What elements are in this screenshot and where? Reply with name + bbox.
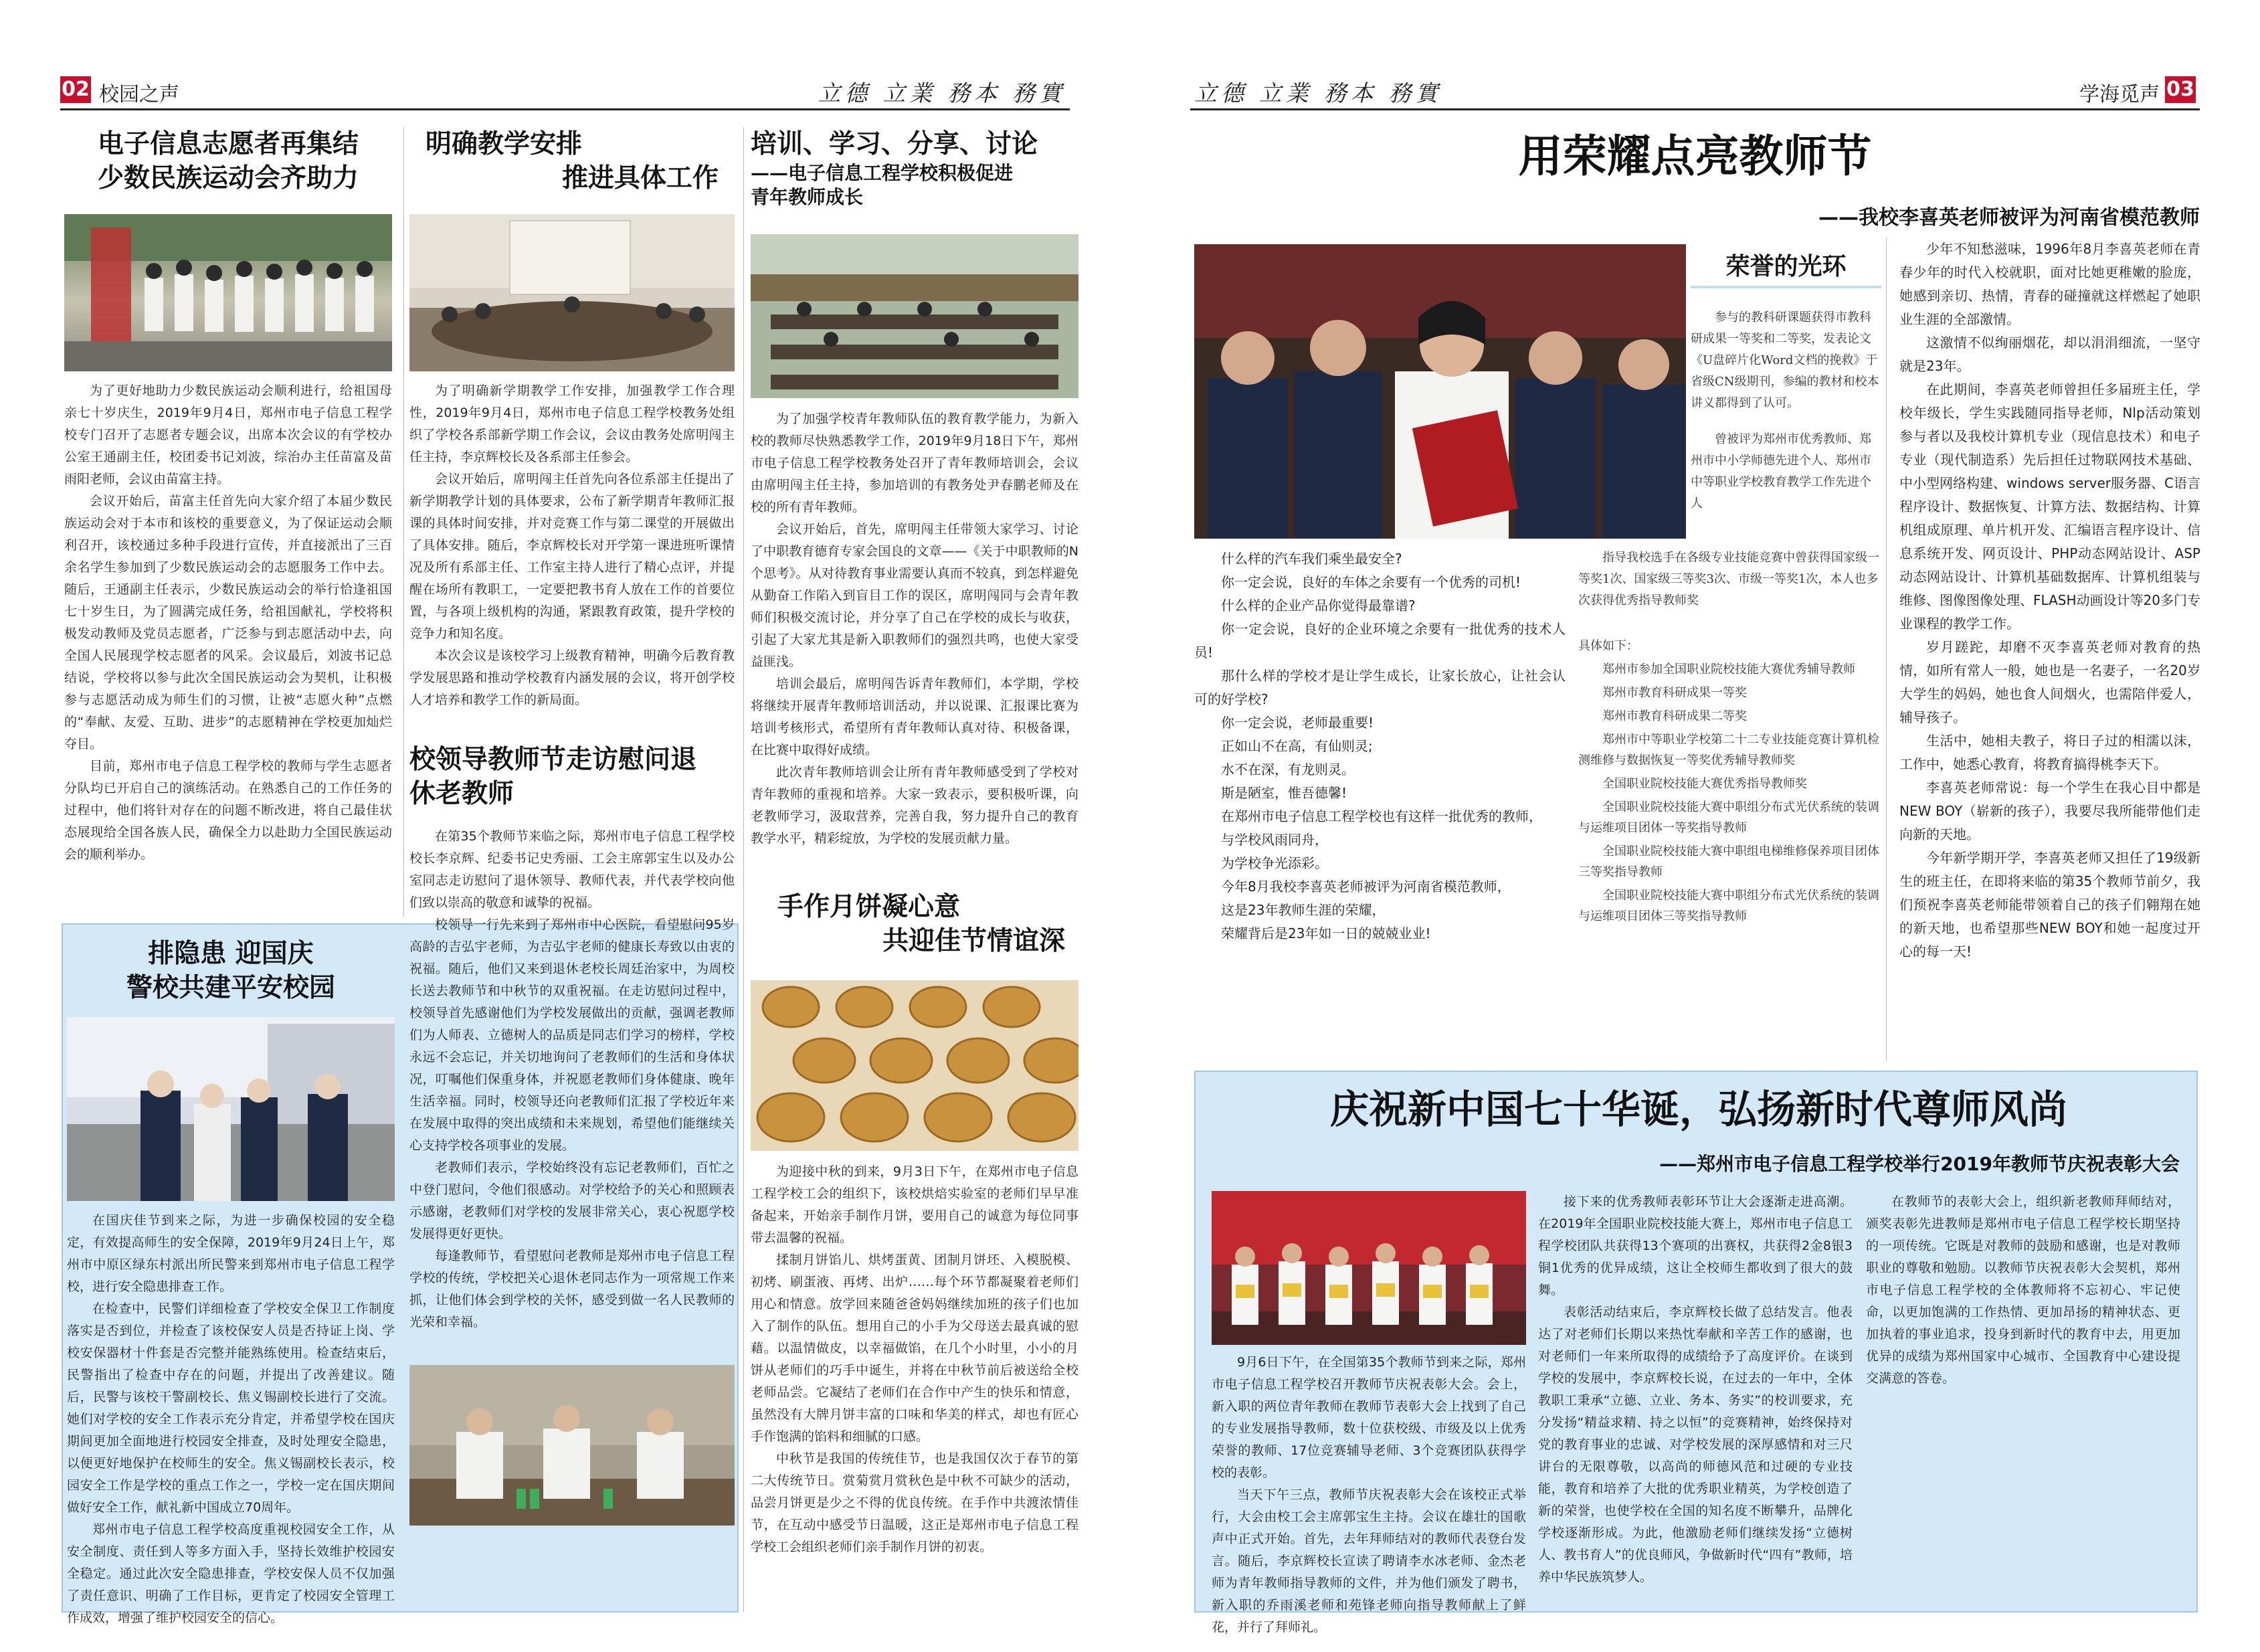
left-page-header	[0, 74, 1130, 106]
article-safety	[67, 937, 395, 1625]
subheadline-line: ——电子信息工程学校积极促进	[751, 162, 1014, 185]
safety-photo-graphic	[67, 1017, 395, 1201]
honor-sidebar	[1691, 248, 1881, 515]
award-list-item: 郑州市参加全国职业院校技能大赛优秀辅导教师	[1602, 662, 1855, 676]
article-body	[64, 380, 392, 866]
meeting-photo-graphic	[409, 214, 735, 371]
celebration-col2	[1538, 1191, 1853, 1588]
paragraph: 当天下午三点，教师节庆祝表彰大会在该校正式举行，大会由校工会主席郭宝生主持。会议在雄壮的国歌声中正式开始。首先，去年拜师结对的教师代表登台发言。随后，李京辉校长宣读了聘请李水冰老师、金杰老师为青年教师指导教师的文件，并为他们颁发了聘书，新入职的乔雨溪老师和苑锋老师向指导教师献上了鲜花，并行了拜师礼。	[1212, 1487, 1526, 1635]
headline: 培训、学习、分享、讨论	[751, 128, 1038, 159]
paragraph: 这激情不似绚丽烟花，却以涓涓细流，一坚守就是23年。	[1899, 335, 2200, 374]
paragraph: 在第35个教师节来临之际，郑州市电子信息工程学校校长李京辉、纪委书记史秀丽、工会主席郭宝生以及办公室同志走访慰问了退休领导、教师代表，并代表学校向他们致以崇高的敬意和诚挚的祝福。	[409, 829, 735, 910]
poem-line: 荣耀背后是23年如一日的兢兢业业!	[1221, 925, 1431, 941]
volunteer-photo	[64, 214, 392, 371]
paragraph: 为了更好地助力少数民族运动会顺利进行，给祖国母亲七十岁庆生，2019年9月4日，郑州市电子信息工程学校专门召开了志愿者专题会议，出席本次会议的有学校办公室王通副主任，校团委书记刘波，综治办主任苗富及苗雨阳老师，会议由苗富主持。	[64, 383, 392, 486]
paragraph: 少年不知愁滋味，1996年8月李喜英老师在青春少年的时代入校就职，面对比她更稚嫩的脸庞，她感到亲切、热情，青春的碰撞就这样燃起了她职业生涯的全部激情。	[1899, 241, 2200, 327]
headline-line: 休老教师	[409, 778, 514, 810]
article-body	[1899, 238, 2200, 963]
award-list-item: 全国职业院校技能大赛中职组分布式光伏系统的装调与运维项目团体三等奖指导教师	[1578, 889, 1879, 923]
safety-photo	[67, 1017, 395, 1201]
main-subheadline: ——我校李喜英老师被评为河南省模范教师	[1818, 206, 2200, 230]
award-list-intro: 具体如下：	[1578, 639, 1638, 653]
header-rule	[60, 108, 1070, 110]
section-title: 校园之声	[99, 83, 179, 106]
column-rule	[1886, 238, 1887, 1061]
poem-line: 什么样的汽车我们乘坐最安全?	[1221, 551, 1402, 567]
award-list-item: 郑州市教育科研成果二等奖	[1602, 709, 1747, 723]
paragraph: 中秋节是我国的传统佳节，也是我国仅次于春节的第二大传统节日。赏菊赏月赏秋色是中秋不可缺少的活动，品尝月饼更是少之不得的优良传统。在手作中共渡浓情佳节，在互动中感受节日温暖，这正是郑州市电子信息工程学校工会组织老师们亲手制作月饼的初衷。	[751, 1451, 1078, 1554]
paragraph: 接下来的优秀教师表彰环节让大会逐渐走进高潮。在2019年全国职业院校技能大赛上，郑州市电子信息工程学校团队共获得13个赛项的出赛权，共获得2金8银3铜1优秀的优异成绩，这让全校师生都收到了很大的鼓舞。	[1538, 1194, 1853, 1297]
poem-line: 你一定会说，良好的企业环境之余要有一批优秀的技术人员!	[1194, 621, 1566, 660]
headline-line: 电子信息志愿者再集结	[97, 128, 359, 159]
article-mooncake	[751, 890, 1078, 1554]
award-list-item: 郑州市教育科研成果一等奖	[1602, 686, 1747, 700]
paragraph: 岁月蹉跎，却磨不灭李喜英老师对教育的热情，如所有常人一般，她也是一名妻子，一名20岁大学生的妈妈，她也食人间烟火，也需陪伴爱人，辅导孩子。	[1899, 639, 2200, 725]
paragraph: 李喜英老师常说：每一个学生在我心目中都是NEW BOY（崭新的孩子），我要尽我所能带他们走向新的天地。	[1899, 779, 2200, 842]
poem-line: 那什么样的学校才是让学生成长，让家长放心，让社会认可的好学校?	[1194, 668, 1566, 707]
paragraph: 9月6日下午，在全国第35个教师节到来之际，郑州市电子信息工程学校召开教师节庆祝表彰大会。会上，新入职的两位青年教师在教师节表彰大会上找到了自己的专业发展指导教师，数十位获校级、市级及以上优秀荣誉的教师、17位竞赛辅导老师、3个竞赛团队获得学校的表彰。	[1212, 1355, 1526, 1480]
paragraph: 会议开始后，首先，席明闯主任带领大家学习、讨论了中职教育德育专家会国良的文章——《关于中职教师的N个思考》。从对待教育事业需要认真而不较真，到怎样避免从勤奋工作陷入到盲目工作的误区，席明闯同与会青年教师们积极交流讨论，并分享了自己在学校的成长与收获，引起了大家尤其是新入职教师们的强烈共鸣，也使大家受益匪浅。	[751, 522, 1078, 669]
paragraph: 揉制月饼馅儿、烘烤蛋黄、团制月饼坯、入模脱模、初烤、刷蛋液、再烤、出炉……每个环节都凝聚着老师们用心和情意。放学回来随爸爸妈妈继续加班的孩子们也加入了制作的队伍。想用自己的小手为父母送去最真诚的慰藉。以温情做皮，以幸福做馅，在几个小时里，小小的月饼从老师们的巧手中诞生，并将在中秋节前后被送给全校老师品尝。它凝结了老师们在合作中产生的快乐和情意，虽然没有大牌月饼丰富的口味和华美的样式，却也有匠心手作饱满的馅料和细腻的口感。	[751, 1253, 1078, 1444]
poem-line: 你一定会说，良好的车体之余要有一个优秀的司机!	[1221, 574, 1521, 590]
headline-line: 共迎佳节情谊深	[882, 925, 1065, 957]
right-page	[1130, 0, 2260, 1652]
poem-line: 与学校风雨同舟，	[1221, 832, 1328, 848]
training-photo	[751, 234, 1078, 398]
headline	[409, 127, 735, 196]
headline	[409, 743, 735, 812]
poem-line: 正如山不在高，有仙则灵;	[1221, 738, 1373, 754]
ceremony-photo	[1212, 1191, 1526, 1345]
poem-line: 什么样的企业产品你觉得最靠谱?	[1221, 598, 1416, 614]
paragraph: 在国庆佳节到来之际，为进一步确保校园的安全稳定，有效提高师生的安全保障，2019年9月24日上午，郑州市中原区绿东村派出所民警来到郑州市电子信息工程学校，进行安全隐患排查工作。	[67, 1213, 395, 1294]
volunteer-photo-graphic	[64, 214, 392, 371]
honor-paragraph: 参与的教科研课题获得市教科研成果一等奖和二等奖，发表论文《U盘碎片化Word文档的挽救》于省级CN级期刊，参编的教材和校本讲义都得到了认可。	[1691, 310, 1879, 410]
paragraph: 表彰活动结束后，李京辉校长做了总结发言。他表达了对老师们长期以来热忱奉献和辛苦工作的感谢，也对老师们一年来所取得的成绩给予了高度评价。在谈到学校的发展中，李京辉校长说，在过去的一年中，全体教职工秉承“立德、立业、务本、务实”的校训要求，充分发扬“精益求精、持之以恒”的竞赛精神，始终保持对党的教育事业的忠诚、对学校发展的深厚感情和对三尺讲台的无限尊敬，以高尚的师德风范和过硬的专业技能，教育和培养了大批的优秀职业精英，为学校创造了新的荣誉，也使学校在全国的知名度不断攀升，品牌化学校逐渐形成。为此，他激励老师们继续发扬“立德树人、教书育人”的优良师风，争做新时代“四有”教师，培养中华民族筑梦人。	[1538, 1305, 1853, 1584]
article-volunteer	[64, 127, 392, 862]
column-rule	[743, 127, 744, 1613]
subheadline-line: 青年教师成长	[751, 186, 864, 209]
mooncake-photo	[751, 980, 1078, 1151]
paragraph: 会议开始后，席明闯主任首先向各位系部主任提出了新学期教学计划的具体要求，公布了新学期青年教师汇报课的具体时间安排，并对竞赛工作与第二课堂的开展做出了具体安排。随后，李京辉校长对开学第一课进班听课情况及所有系部主任、工作室主持人进行了精心点评，并提醒在场所有教职工，一定要把教书育人放在工作的首要位置，与各项上级机构的沟通，紧跟教育政策，提升学校的竞争力和知名度。	[409, 472, 735, 641]
subheadline	[751, 161, 1078, 209]
visit-photo	[409, 1365, 735, 1526]
paragraph: 目前，郑州市电子信息工程学校的教师与学生志愿者分队均已开启自己的演练活动。在熟悉自己的工作任务的过程中，他们将针对存在的问题不断改进，将自己最佳状态展现给全国各族人民，确保全力以赴助力全国民族运动会的顺利举办。	[64, 759, 392, 862]
article-teaching	[409, 127, 735, 707]
honor-paragraph: 指导我校选手在各级专业技能竞赛中曾获得国家级一等奖1次、国家级三等奖3次、市级一等奖1次，本人也多次获得优秀指导教师奖	[1578, 551, 1879, 608]
paragraph: 校领导一行先来到了郑州市中心医院，看望慰问95岁高龄的吉弘宇老师，为吉弘宇老师的健康长寿致以由衷的祝福。随后，他们又来到退休老校长周廷治家中，为周校长送去教师节和中秋节的双重祝福。在走访慰问过程中，校领导首先感谢他们为学校发展做出的贡献，强调老教师们为人师表、立德树人的品质是同志们学习的榜样，学校永远不会忘记，并关切地询问了老教师们的生活和身体状况，叮嘱他们保重身体，并祝愿老教师们身体健康、晚年生活幸福。同时，校领导还向老教师们汇报了学校近年来在发展中取得的突出成绩和未来规划，希望他们能继续关心支持学校各项事业的发展。	[409, 917, 735, 1153]
award-photo-graphic	[1194, 244, 1686, 539]
paragraph: 本次会议是该校学习上级教育精神，明确今后教育教学发展思路和推动学校教育内涵发展的会议，将开创学校人才培养和教学工作的新局面。	[409, 648, 735, 707]
main-headline: 用荣耀点亮教师节	[1518, 130, 1872, 182]
poem-intro	[1194, 547, 1566, 945]
headline-line: 警校共建平安校园	[126, 972, 335, 1004]
training-photo-graphic	[751, 234, 1078, 398]
celebration-col3	[1866, 1191, 2180, 1390]
visit-photo-graphic	[409, 1365, 735, 1526]
poem-line: 斯是陋室，惟吾德馨!	[1221, 785, 1347, 801]
paragraph: 会议开始后，苗富主任首先向大家介绍了本届少数民族运动会对于本市和该校的重要意义，为了保证运动会顺利召开，该校通过多种手段进行宣传，并直接派出了三百余名学生参加到了少数民族运动会的志愿服务工作中去。随后，王通副主任表示，少数民族运动会的举行恰逢祖国七十岁生日，为了圆满完成任务，给祖国献礼，学校将积极发动教师及党员志愿者，广泛参与到志愿活动中去，向全国人民展现学校志愿者的风采。会议最后，刘波书记总结说，学校将以参与此次全国民族运动会为契机，让积极参与志愿活动成为师生们的习惯，让被“志愿火种”点燃的“奉献、友爱、互助、进步”的志愿精神在学校更加灿烂夺目。	[64, 494, 392, 751]
paragraph: 在检查中，民警们详细检查了学校安全保卫工作制度落实是否到位，并检查了该校保安人员是否持证上岗、学校安保器材十件套是否完整并能熟练使用。检查结束后，民警指出了检查中存在的问题，并提出了改善建议。随后，民警与该校干警副校长、焦义锡副校长进行了交流。她们对学校的安全工作表示充分肯定，并希望学校在国庆期间更加全面地进行校园安全排查，及时处理安全隐患，以便更好地保护在校师生的安全。焦义锡副校长表示，校园安全工作是学校的重点工作之一，学校一定在国庆期间做好安全工作，献礼新中国成立70周年。	[67, 1301, 395, 1515]
column-rule	[403, 127, 404, 917]
headline	[67, 937, 395, 1006]
award-list-item: 郑州市中等职业学校第二十二专业技能竞赛计算机检测维修与数据恢复一等奖优秀辅导教师奖	[1578, 733, 1879, 767]
award-list-item: 全国职业院校技能大赛中职组电梯维修保养项目团体三等奖指导教师	[1578, 844, 1879, 879]
paragraph: 此次青年教师培训会让所有青年教师感受到了学校对青年教师的重视和培养。大家一致表示，要积极听课，向老教师学习，汲取营养，完善自我，努力提升自己的教育教学水平，精彩绽放，为学校的发展贡献力量。	[751, 765, 1078, 846]
honor-details	[1578, 547, 1879, 929]
celebration-col1	[1212, 1352, 1526, 1639]
paragraph: 培训会最后，席明闯告诉青年教师们，本学期，学校将继续开展青年教师培训活动，并以说课、汇报课比赛为培训考核形式，希望所有青年教师认真对待、积极备课，在比赛中取得好成绩。	[751, 676, 1078, 757]
article-body	[409, 826, 735, 1334]
poem-line: 今年8月我校李喜英老师被评为河南省模范教师，	[1221, 879, 1511, 895]
paragraph: 生活中，她相夫教子，将日子过的相濡以沫，工作中，她悉心教育，将教育搞得桃李天下。	[1899, 733, 2200, 772]
poem-lines	[1194, 547, 1566, 945]
paragraph: 为了加强学校青年教师队伍的教育教学能力，为新入校的教师尽快熟悉教学工作，2019年9月18日下午，郑州市电子信息工程学校教务处召开了青年教师培训会，会议由席明闯主任主持，参加培训的有教务处尹春鹏老师及在校的所有青年教师。	[751, 411, 1078, 515]
paragraph: 在此期间，李喜英老师曾担任多届班主任，学校年级长，学生实践随同指导老师，Nlp活动策划参与者以及我校计算机专业（现信息技术）和电子专业（现代制造系）先后担任过物联网技术基础、中小型网络构建、windows server服务器、C语言程序设计、数据恢复、计算方法、数据结构、计算机组成原理、单片机开发、汇编语言程序设计、信息系统开发、网页设计、PHP动态网站设计、ASP动态网站设计、计算机基础数据库、计算机组装与维修、图像图像处理、FLASH动画设计等20多门专业课程的教学工作。	[1899, 381, 2200, 632]
paragraph: 为了明确新学期教学工作安排，加强教学工作合理性，2019年9月4日，郑州市电子信息工程学校教务处组织了学校各系部新学期工作会议，会议由教务处席明闯主任主持，李京辉校长及各系部主任参会。	[409, 383, 735, 464]
paragraph: 为迎接中秋的到来，9月3日下午，在郑州市电子信息工程学校工会的组织下，该校烘焙实验室的老师们早早准备起来，开始亲手制作月饼，要用自己的诚意为每位同事带去温馨的祝福。	[751, 1164, 1078, 1245]
celebration-headline: 庆祝新中国七十华诞，弘扬新时代尊师风尚	[1329, 1087, 2067, 1132]
headline	[64, 127, 392, 196]
paragraph: 每逢教师节，看望慰问老教师是郑州市电子信息工程学校的传统，学校把关心退休老同志作为一项常规工作来抓，让他们体会到学校的关怀，感受到做一名人民教师的光荣和幸福。	[409, 1249, 735, 1329]
article-visit	[409, 743, 735, 1329]
headline-line: 手作月饼凝心意	[777, 891, 961, 922]
award-photo	[1194, 244, 1686, 539]
celebration-subheadline: ——郑州市电子信息工程学校举行2019年教师节庆祝表彰大会	[1659, 1153, 2180, 1175]
headline-line: 校领导教师节走访慰问退	[409, 744, 697, 775]
masthead-motto: 立德 立業 務本 務實	[818, 80, 1066, 107]
article-training	[751, 127, 1078, 846]
header-rule	[1190, 108, 2200, 110]
honor-paragraph: 曾被评为郑州市优秀教师、郑州市中小学师德先进个人、郑州市中等职业学校教育教学工作先进个人	[1691, 432, 1871, 511]
article-body	[409, 380, 735, 711]
poem-line: 这是23年教师生涯的荣耀，	[1221, 902, 1386, 918]
ceremony-photo-graphic	[1212, 1191, 1526, 1345]
headline-line: 排隐患 迎国庆	[148, 938, 314, 969]
right-page-header	[1130, 74, 2260, 106]
poem-line: 水不在深，有龙则灵。	[1221, 761, 1355, 777]
article-body	[67, 1210, 395, 1629]
article-body	[751, 408, 1078, 850]
article-body	[751, 1161, 1078, 1558]
headline-line: 明确教学安排	[426, 128, 583, 159]
profile-column	[1899, 238, 2200, 963]
poem-line: 在郑州市电子信息工程学校也有这样一批优秀的教师，	[1221, 808, 1542, 824]
headline-line: 推进具体工作	[561, 163, 719, 194]
paragraph: 郑州市电子信息工程学校高度重视校园安全工作，从安全制度、责任到人等多方面入手，坚持长效维护校园安全稳定。通过此次安全隐患排查，学校安保人员不仅加强了责任意识、明确了工作目标，更肯定了校园安全管理工作成效，增强了维护校园安全的信心。	[67, 1522, 395, 1625]
page-number: 03	[2165, 76, 2196, 103]
section-title: 学海觅声	[2079, 83, 2160, 106]
award-list-item: 全国职业院校技能大赛中职组分布式光伏系统的装调与运维项目团体一等奖指导教师	[1578, 800, 1879, 835]
masthead-motto: 立德 立業 務本 務實	[1194, 80, 1442, 107]
headline	[751, 890, 1078, 959]
award-list-item: 全国职业院校技能大赛优秀指导教师奖	[1602, 777, 1807, 791]
paragraph: 今年新学期开学，李喜英老师又担任了19级新生的班主任，在即将来临的第35个教师节前夕，我们预祝李喜英老师能带领着自己的孩子们翱翔在她的新天地，也希望那些NEW BOY和她一起度过开心的每一天!	[1899, 850, 2200, 959]
poem-line: 为学校争光添彩。	[1221, 855, 1328, 871]
headline-line: 少数民族运动会齐助力	[97, 163, 359, 194]
paragraph: 在教师节的表彰大会上，组织新老教师拜师结对，颁奖表彰先进教师是郑州市电子信息工程学校长期坚持的一项传统。它既是对教师的鼓励和感谢，也是对教师职业的尊敬和勉励。以教师节庆祝表彰大会契机，郑州市电子信息工程学校的全体教师将不忘初心、牢记使命，以更加饱满的工作热情、更加昂扬的精神状态、更加执着的事业追求，投身到新时代的教育中去，用更加优异的成绩为郑州国家中心城市、全国教育中心建设提交满意的答卷。	[1866, 1194, 2180, 1386]
poem-line: 你一定会说，老师最重要!	[1221, 715, 1374, 731]
page-number: 02	[60, 76, 91, 103]
mooncake-photo-graphic	[751, 980, 1078, 1151]
honor-title: 荣誉的光环	[1691, 248, 1881, 288]
meeting-photo	[409, 214, 735, 371]
paragraph: 老教师们表示，学校始终没有忘记老教师们，百忙之中登门慰问，令他们很感动。对学校给予的关心和照顾表示感谢，老教师们对学校的发展非常关心，衷心祝愿学校发展得更好更快。	[409, 1160, 735, 1241]
award-list	[1578, 636, 1879, 927]
